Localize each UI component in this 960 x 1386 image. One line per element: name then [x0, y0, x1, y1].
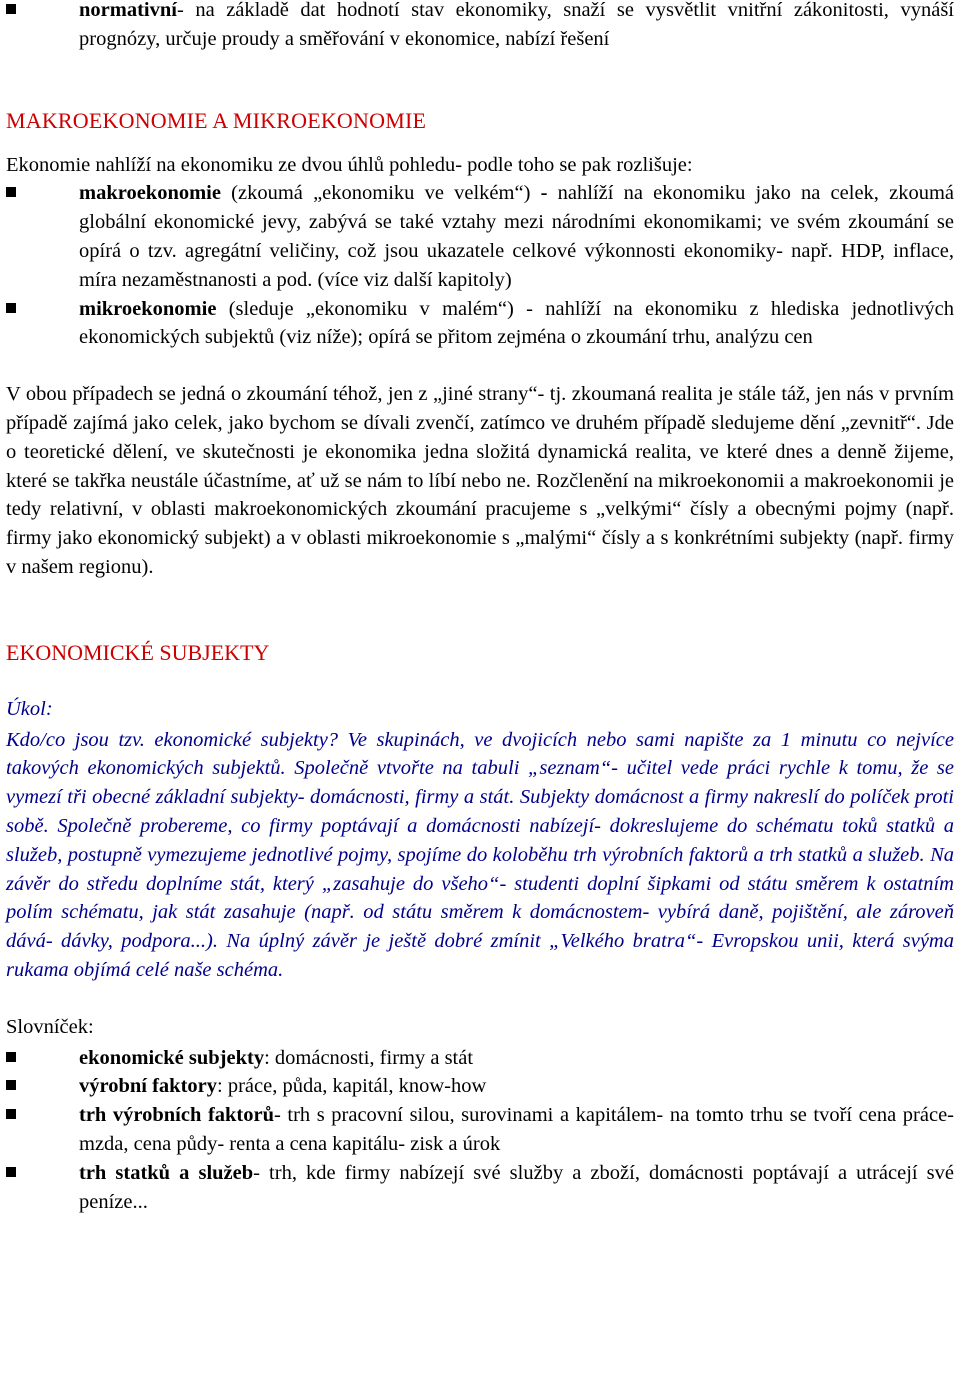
glossary-text: - trh s pracovní silou, surovinami a kapitálem- na tomto trhu se tvoří cena práce- mzda, cena půdy- renta a cena kapitálu- zisk a úrok: [79, 1104, 954, 1155]
glossary-item: [6, 1072, 954, 1101]
task-label-text: Úkol:: [6, 697, 53, 720]
glossary-heading: Slovníček:: [6, 1015, 94, 1038]
square-bullet-icon: [6, 1052, 16, 1062]
list-item-makroekonomie: [6, 179, 954, 294]
list-item: [6, 0, 954, 54]
glossary-term: trh výrobních faktorů: [79, 1104, 274, 1127]
square-bullet-icon: [6, 303, 16, 313]
glossary-item: [6, 1044, 954, 1073]
glossary-text: : práce, půda, kapitál, know-how: [217, 1075, 487, 1098]
heading-makro-mikro: MAKROEKONOMIE A MIKROEKONOMIE: [6, 107, 427, 133]
task-label: [6, 695, 954, 724]
term-makroekonomie: makroekonomie: [79, 182, 221, 205]
makro-dash: -: [540, 182, 548, 205]
makro-mikro-paragraph: V obou případech se jedná o zkoumání téhož, jen z „jiné strany“- tj. zkoumaná realita je stále táž, jen nás v prvním případě zajímá jako celek, jako bychom se dívali zvenčí, zatímco ve druhém případě sledujeme dění „zevnitř“. Jde o teoretické dělení, ve skutečnosti je ekonomika jedna složitá dynamická realita, ve které dnes a denně žijeme, které se takřka neustále účastníme, ať už se nám to líbí nebo ne. Rozčlenění na mikroekonomii a makroekonomii je tedy relativní, v oblasti makroekonomických zkoumání pracujeme s „velkými“ čísly a obecnými pojmy (např. firmy jako ekonomický subjekt) a v oblasti mikroekonomie s „malými“ čísly a s konkrétními subjekty (např. firmy v našem regionu).: [6, 383, 954, 578]
glossary-item: [6, 1101, 954, 1159]
square-bullet-icon: [6, 1167, 16, 1177]
glossary-term: výrobní faktory: [79, 1075, 218, 1098]
makro-mikro-list: [6, 179, 954, 352]
task-text: [6, 726, 954, 985]
term-normative: normativní: [79, 0, 177, 21]
makro-text-before: (zkoumá „ekonomiku ve velkém“): [220, 182, 541, 205]
square-bullet-icon: [6, 1080, 16, 1090]
makro-text-after: nahlíží na ekonomiku jako na celek, zkoumá globální ekonomické jevy, zabývá se také vztahy mezi národními ekonomikami; ve svém zkoumání se opírá o tzv. agregátní veličiny, což jsou ukazatele celkové výkonnosti ekonomiky- např. HDP, inflace, míra nezaměstnanosti a pod. (více viz další kapitoly): [79, 182, 954, 291]
mikro-text: (sleduje „ekonomiku v malém“) - nahlíží na ekonomiku z hlediska jednotlivých ekonomických subjektů (viz níže); opírá se přitom zejména o zkoumání trhu, analýzu cen: [79, 297, 954, 349]
glossary-list: [6, 1044, 954, 1217]
makro-mikro-intro: Ekonomie nahlíží na ekonomiku ze dvou úhlů pohledu- podle toho se pak rozlišuje:: [6, 153, 693, 176]
square-bullet-icon: [6, 1109, 16, 1119]
glossary-term: trh statků a služeb: [79, 1161, 254, 1184]
normative-list: [6, 0, 954, 54]
square-bullet-icon: [6, 187, 16, 197]
glossary-text: - trh, kde firmy nabízejí své služby a zboží, domácnosti poptávají a utrácejí své peníze...: [79, 1161, 954, 1213]
heading-ekonomicke-subjekty: EKONOMICKÉ SUBJEKTY: [6, 639, 270, 665]
normative-text: - na základě dat hodnotí stav ekonomiky, snaží se vysvětlit vnitřní zákonitosti, vynáší prognózy, určuje proudy a směřování v ekonomice, nabízí řešení: [79, 0, 954, 50]
glossary-text: : domácnosti, firmy a stát: [264, 1046, 474, 1069]
glossary-item: [6, 1159, 954, 1217]
square-bullet-icon: [6, 4, 16, 14]
glossary-term: ekonomické subjekty: [79, 1046, 265, 1069]
term-mikroekonomie: mikroekonomie: [79, 297, 217, 320]
list-item-mikroekonomie: [6, 295, 954, 353]
task-body: Kdo/co jsou tzv. ekonomické subjekty? Ve skupinách, ve dvojicích nebo sami napište za 1 minutu co nejvíce takových ekonomických subjektů. Společně vtvořte na tabuli „seznam“- učitel vede práci rychle k tomu, že se vymezí tři obecné základní subjekty- domácnosti, firmy a stát. Subjekty domácnost a firmy nakreslí do políček proti sobě. Společně probereme, co firmy poptávají a domácnosti nabízejí- dokreslujeme do schématu toků statků a služeb, postupně vymezujeme jednotlivé pojmy, spojíme do koloběhu trh výrobních faktorů a trh statků a služeb. Na závěr do středu doplníme stát, který „zasahuje do všeho“- studenti doplní šipkami od státu směrem k ostatním polím schématu, jak stát zasahuje (např. od státu směrem k domácnostem- vybírá daně, pojištění, ale zároveň dává- dávky, podpora...). Na úplný závěr je ještě dobré zmínit „Velkého bratra“- Evropskou unii, která svýma rukama objímá celé naše schéma.: [6, 728, 954, 981]
